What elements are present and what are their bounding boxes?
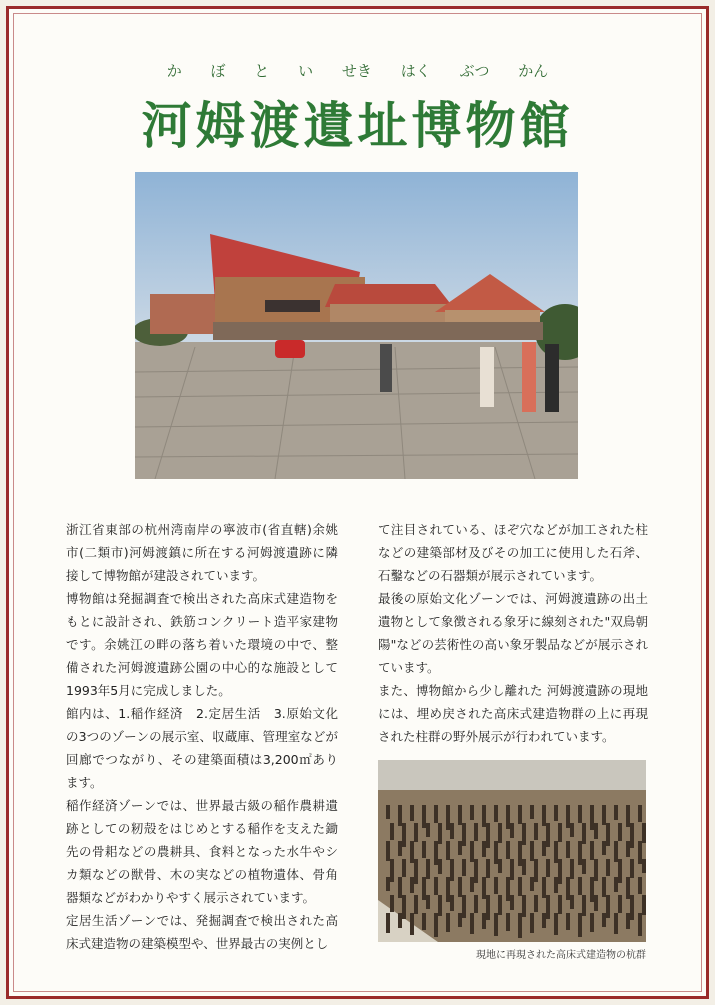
paragraph: て注目されている、ほぞ穴などが加工された柱などの建築部材及びその加工に使用した石斧、石鑿などの石器類が展示されています。 bbox=[378, 522, 648, 583]
ruby-syllable: せき bbox=[341, 62, 372, 80]
ruby-syllable: はく bbox=[400, 62, 431, 80]
ruby-syllable: か bbox=[166, 62, 182, 80]
ruby-syllable: ぼ bbox=[210, 62, 226, 80]
paragraph: 定居生活ゾーンでは、発掘調査で検出された高床式建造物の建築模型や、世界最古の実例とし bbox=[66, 913, 338, 951]
paragraph: 博物館は発掘調査で検出された高床式建造物をもとに設計され、鉄筋コンクリート造平家建物です。余姚江の畔の落ち着いた環境の中で、整備された河姆渡遺跡公園の中心的な施設として1993年5月に完成しました。 bbox=[66, 591, 338, 698]
paragraph: 館内は、1.稲作経済 2.定居生活 3.原始文化の3つのゾーンの展示室、収蔵庫、管理室などが回廊でつながり、その建築面積は3,200㎡あります。 bbox=[66, 706, 338, 790]
ruby-syllable: い bbox=[298, 62, 314, 80]
ruby-syllable: ぶつ bbox=[459, 62, 490, 80]
photo-caption: 現地に再現された高床式建造物の杭群 bbox=[476, 950, 646, 961]
pillar-field-photo bbox=[378, 760, 646, 942]
body-column-left bbox=[66, 518, 338, 955]
paragraph: 浙江省東部の杭州湾南岸の寧波市(省直轄)余姚市(二類市)河姆渡鎮に所在する河姆渡遺跡に隣接して博物館が建設されています。 bbox=[66, 522, 338, 583]
ruby-syllable: と bbox=[254, 62, 270, 80]
paragraph: また、博物館から少し離れた 河姆渡遺跡の現地には、埋め戻された高床式建造物群の上に再現された柱群の野外展示が行われています。 bbox=[378, 683, 648, 744]
page-title: 河姆渡遺址博物館 bbox=[141, 96, 574, 155]
ruby-syllable: かん bbox=[518, 62, 549, 80]
paragraph: 最後の原始文化ゾーンでは、河姆渡遺跡の出土遺物として象徴される象牙に線刻された"双鳥朝陽"などの芸術性の高い象牙製品などが展示されています。 bbox=[378, 591, 648, 675]
paragraph: 稲作経済ゾーンでは、世界最古級の稲作農耕遺跡としての籾殻をはじめとする稲作を支えた鋤先の骨耜などの農耕具、食料となった水牛やシカ類などの獣骨、木の実などの植物遺体、骨角器類などがわかりやすく展示されています。 bbox=[66, 798, 338, 905]
title-ruby bbox=[0, 60, 715, 81]
body-column-right bbox=[378, 518, 648, 748]
museum-building-photo bbox=[135, 172, 578, 479]
